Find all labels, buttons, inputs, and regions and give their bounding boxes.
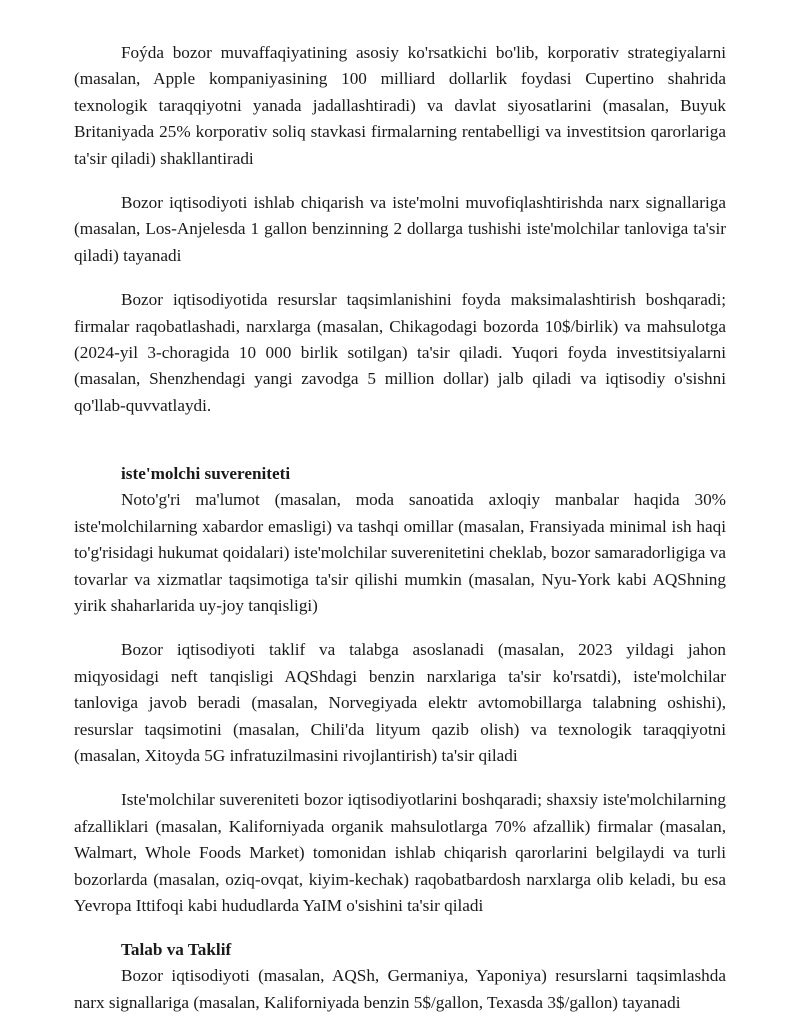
paragraph-profit-indicator: Foýda bozor muvaffaqiyatining asosiy ko'rsatkichi bo'lib, korporativ strategiyalarni (masalan, Apple kompaniyasining 100 milliard dollarlik foydasi Cupertino shahrida texnologik taraqqiyotni yanada jadallashtiradi) va davlat siyosatlarini (masalan, Buyuk Britaniyada 25% korporativ soliq stavkasi firmalarning rentabelligi va investitsion qarorlariga ta'sir qiladi) shakllantiradi	[74, 43, 726, 168]
section-spacer	[74, 437, 726, 461]
paragraph-supply-demand: Bozor iqtisodiyoti taklif va talabga asoslanadi (masalan, 2023 yildagi jahon miqyosidagi neft tanqisligi AQShdagi benzin narxlariga ta'sir ko'rsatdi), iste'molchilar tanloviga javob beradi (masalan, Norvegiyada elektr avtomobillarga talabning oshishi), resurslar taqsimotini (masalan, Chili'da lityum qazib olish) va texnologik taraqqiyotni (masalan, Xitoyda 5G infratuzilmasini rivojlantirish) ta'sir qiladi	[74, 640, 726, 765]
document-page	[74, 40, 726, 1016]
paragraph-consumer-preferences: Iste'molchilar suvereniteti bozor iqtisodiyotlarini boshqaradi; shaxsiy iste'molchilarning afzalliklari (masalan, Kaliforniyada organik mahsulotlarga 70% afzallik) firmalar (masalan, Walmart, Whole Foods Market) tomonidan ishlab chiqarish qarorlarini belgilaydi va turli bozorlarda (masalan, oziq-ovqat, kiyim-kechak) raqobatbardosh narxlarga olib keladi, bu esa Yevropa Ittifoqi kabi hududlarda YaIM o'sishini ta'sir qiladi	[74, 790, 726, 915]
paragraph-profit-maximization: Bozor iqtisodiyotida resurslar taqsimlanishini foyda maksimalashtirish boshqaradi; firmalar raqobatlashadi, narxlarga (masalan, Chikagodagi bozorda 10$/birlik) va mahsulotga (2024-yil 3-choragida 10 000 birlik sotilgan) ta'sir qiladi. Yuqori foyda investitsiyalarni (masalan, Shenzhendagi yangi zavodga 5 million dollar) jalb qiladi va iqtisodiy o'sishni qo'llab-quvvatlaydi.	[74, 290, 726, 415]
paragraph-resource-allocation: Bozor iqtisodiyoti (masalan, AQSh, Germaniya, Yaponiya) resurslarni taqsimlashda narx signallariga (masalan, Kaliforniyada benzin 5$/gallon, Texasda 3$/gallon) tayanadi	[74, 966, 726, 1012]
heading-consumer-sovereignty: iste'molchi suvereniteti	[121, 464, 291, 484]
paragraph-misinformation: Noto'g'ri ma'lumot (masalan, moda sanoatida axloqiy manbalar haqida 30% iste'molchilarning xabardor emasligi) va tashqi omillar (masalan, Fransiyada minimal ish haqi to'g'risidagi hukumat qoidalari) iste'molchilar suverenitetini cheklab, bozor samaradorligiga va tovarlar va xizmatlar taqsimotiga ta'sir qilishi mumkin (masalan, Nyu-York kabi AQShning yirik shaharlarida uy-joy tanqisligi)	[74, 490, 726, 615]
heading-demand-and-supply: Talab va Taklif	[121, 940, 232, 960]
paragraph-price-signals: Bozor iqtisodiyoti ishlab chiqarish va iste'molni muvofiqlashtirishda narx signallariga (masalan, Los-Anjelesda 1 gallon benzinning 2 dollarga tushishi iste'molchilar tanloviga ta'sir qiladi) tayanadi	[74, 193, 726, 265]
